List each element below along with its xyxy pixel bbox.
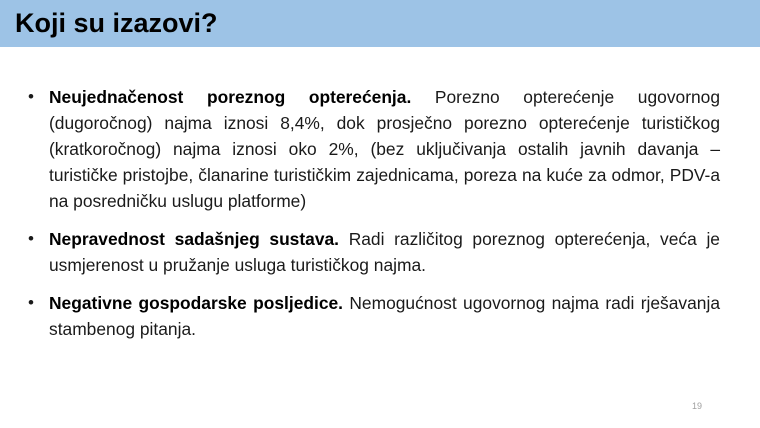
title-bar [0,0,760,47]
bullet-dot-icon: • [28,293,34,312]
bullet-text: Porezno opterećenje ugovornog (dugoročnog) najma iznosi 8,4%, dok prosječno porezno opterećenje turističkog (kratkoročnog) najma iznosi oko 2%, (bez uključivanja ostalih javnih davanja – turističke pristojbe, članarine turističkim zajednicama, poreza na kuće za odmor, PDV-a na posredničku uslugu platforme) [49,87,720,211]
bullet-heading: Neujednačenost poreznog opterećenja. [49,87,435,107]
slide-number: 19 [691,401,702,411]
bullet-heading: Negativne gospodarske posljedice. [49,293,350,313]
bullet-text: Nemogućnost ugovornog najma radi rješavanja stambenog pitanja. [49,293,721,339]
bullet-list [28,84,720,354]
bullet-dot-icon: • [28,87,34,106]
slide-title: Koji su izazovi? [15,8,218,38]
bullet-item [28,84,720,214]
bullet-text: Radi različitog poreznog opterećenja, veća je usmjerenost u pružanje usluga turističkog najma. [49,229,720,275]
bullet-dot-icon: • [28,229,34,248]
bullet-item [28,226,720,278]
bullet-heading: Nepravednost sadašnjeg sustava. [49,229,349,249]
bullet-item [28,290,720,342]
